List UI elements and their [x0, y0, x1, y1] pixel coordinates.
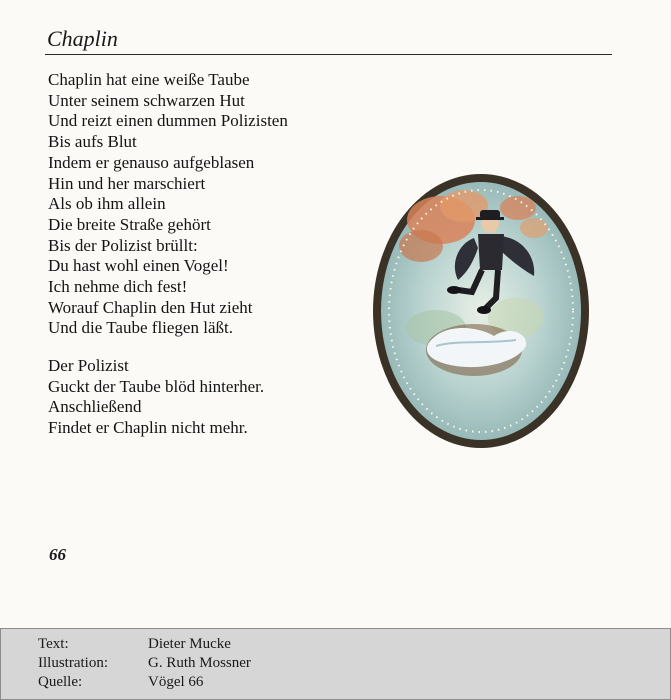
title-rule — [45, 54, 612, 55]
poem-line: Du hast wohl einen Vogel! — [48, 256, 229, 276]
credit-label: Illustration: — [38, 655, 108, 671]
poem-line: Ich nehme dich fest! — [48, 277, 188, 297]
page-number: 66 — [49, 545, 66, 564]
poem-line: Worauf Chaplin den Hut zieht — [48, 297, 253, 317]
credit-label: Quelle: — [38, 674, 83, 690]
poem-line: Guckt der Taube blöd hinterher. — [48, 376, 265, 396]
poem-line: Als ob ihm allein — [48, 194, 166, 214]
poem-line: Anschließend — [48, 397, 142, 417]
credit-label: Text: — [38, 636, 69, 652]
poem-line: Und reizt einen dummen Polizisten — [48, 111, 288, 131]
poem-line: Findet er Chaplin nicht mehr. — [48, 418, 248, 438]
chaplin-illustration — [366, 168, 596, 454]
credit-value: Dieter Mucke — [148, 636, 231, 652]
stanza-1 — [48, 70, 288, 339]
poem-line: Und die Taube fliegen läßt. — [48, 318, 233, 338]
credits-footer — [0, 628, 671, 700]
poem-line: Der Polizist — [48, 356, 129, 375]
credit-value: Vögel 66 — [148, 674, 204, 690]
stanza-2 — [48, 356, 264, 439]
poem-title: Chaplin — [47, 26, 118, 51]
poem-line: Unter seinem schwarzen Hut — [48, 90, 245, 110]
poem-line: Bis aufs Blut — [48, 132, 137, 152]
credit-value: G. Ruth Mossner — [148, 655, 251, 671]
poem-line: Hin und her marschiert — [48, 173, 206, 193]
poem-line: Indem er genauso aufgeblasen — [48, 152, 255, 172]
poem-line: Bis der Polizist brüllt: — [48, 235, 198, 255]
poem-line: Die breite Straße gehört — [48, 214, 211, 234]
poem-line: Chaplin hat eine weiße Taube — [48, 70, 250, 89]
